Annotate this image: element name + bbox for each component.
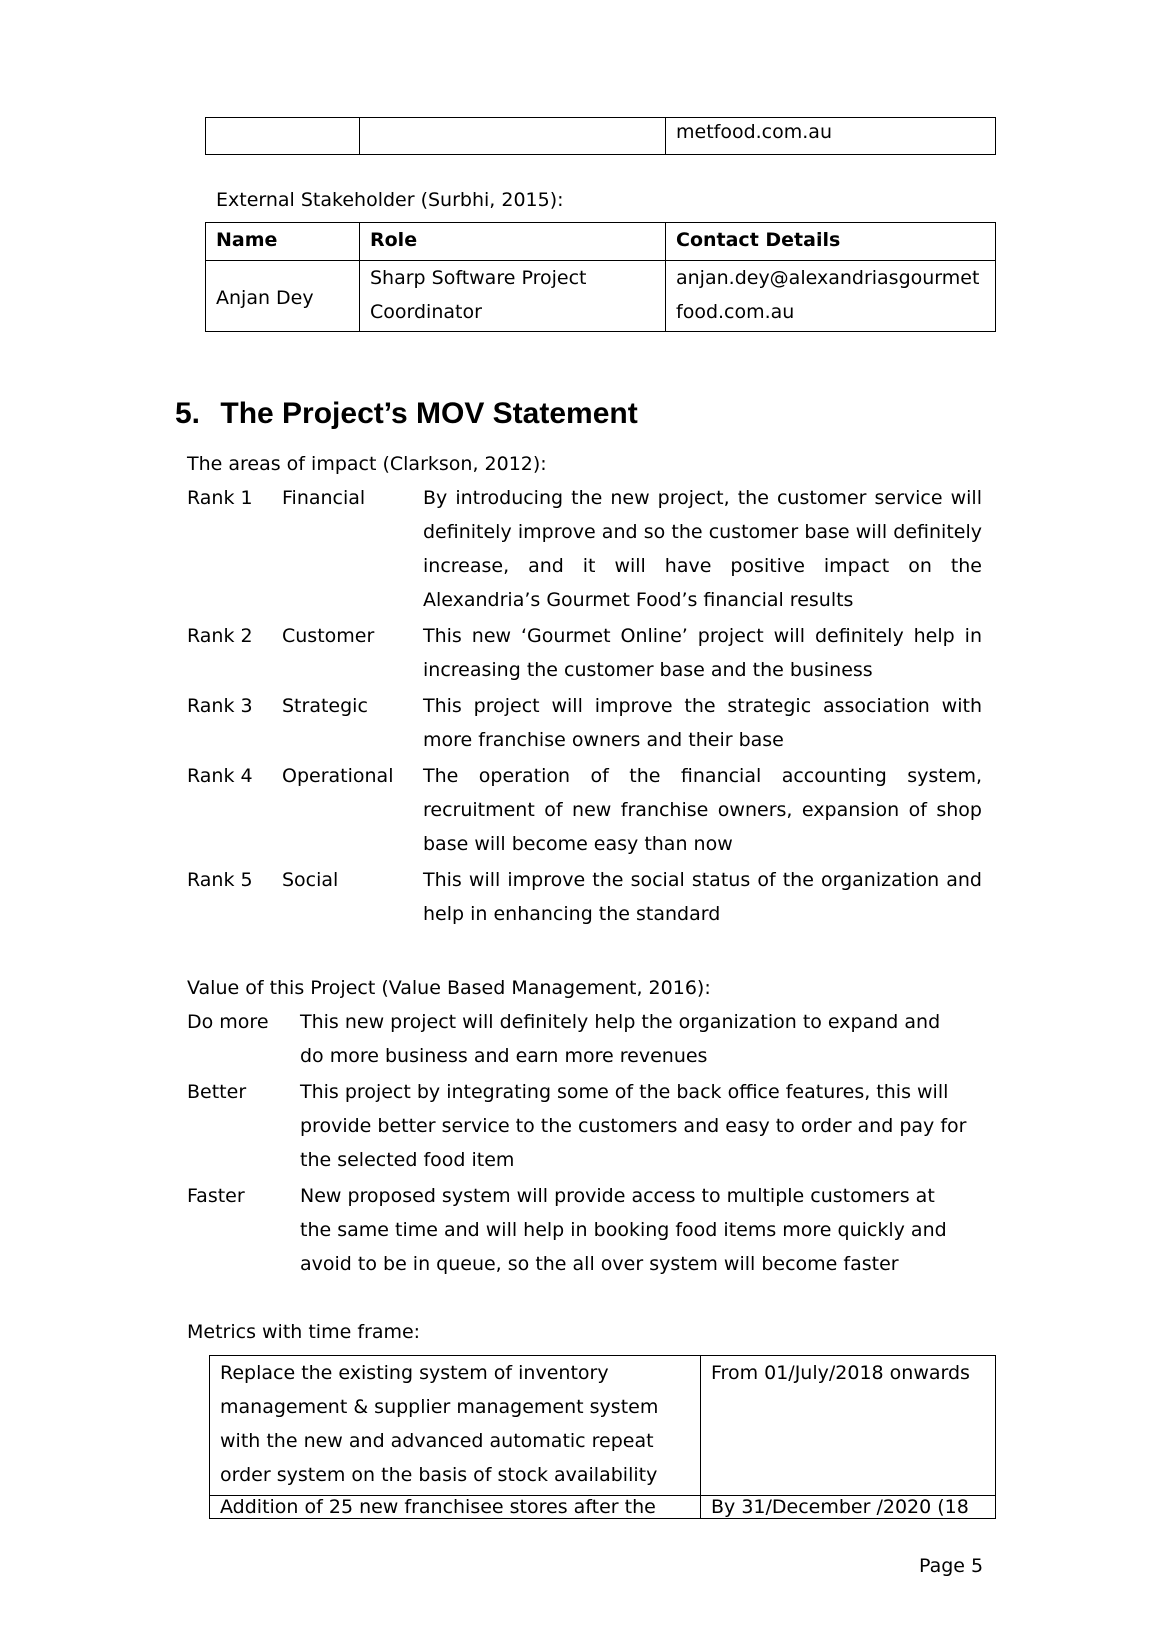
impact-text: The operation of the financial accounting system, recruitment of new franchise owners, expansion of shop base will become easy than now <box>423 765 982 855</box>
column-header-name: Name <box>206 223 360 261</box>
value-list <box>187 1005 987 1283</box>
impact-intro: The areas of impact (Clarkson, 2012): <box>187 453 547 475</box>
list-item <box>187 689 982 759</box>
list-item <box>187 481 982 619</box>
table-row <box>210 1496 996 1519</box>
impact-rank: Rank 4 <box>187 765 253 787</box>
impact-list <box>187 481 982 933</box>
table-header-row <box>206 223 996 261</box>
section-title: The Project’s MOV Statement <box>220 397 638 430</box>
impact-text: This will improve the social status of the organization and help in enhancing the standard <box>423 869 982 925</box>
value-label: Do more <box>187 1011 269 1033</box>
column-header-role: Role <box>360 223 666 261</box>
list-item <box>187 619 982 689</box>
impact-text: This project will improve the strategic association with more franchise owners and their base <box>423 695 982 751</box>
table-row <box>206 261 996 332</box>
impact-area: Social <box>282 869 339 891</box>
section-heading <box>175 397 638 431</box>
column-header-contact: Contact Details <box>666 223 996 261</box>
value-text: New proposed system will provide access to multiple customers at the same time and will help in booking food items more quickly and avoid to be in queue, so the all over system will become faster <box>300 1185 947 1275</box>
value-label: Faster <box>187 1185 245 1207</box>
impact-area: Strategic <box>282 695 368 717</box>
value-text: This new project will definitely help the organization to expand and do more business and earn more revenues <box>300 1011 941 1067</box>
internal-stakeholder-table-continued <box>205 117 996 155</box>
value-label: Better <box>187 1081 247 1103</box>
section-number: 5. <box>175 397 201 430</box>
list-item <box>187 1005 987 1075</box>
table-cell <box>206 118 360 155</box>
impact-rank: Rank 3 <box>187 695 253 717</box>
metrics-intro: Metrics with time frame: <box>187 1321 421 1343</box>
value-text: This project by integrating some of the back office features, this will provide better service to the customers and easy to order and pay for the selected food item <box>300 1081 967 1171</box>
external-stakeholder-caption: External Stakeholder (Surbhi, 2015): <box>216 189 564 211</box>
metric-cell: Replace the existing system of inventory management & supplier management system with the new and advanced automatic repeat order system on the basis of stock availability <box>210 1356 701 1496</box>
impact-area: Operational <box>282 765 394 787</box>
list-item <box>187 863 982 933</box>
table-row <box>206 118 996 155</box>
stakeholder-name: Anjan Dey <box>206 261 360 332</box>
impact-text: This new ‘Gourmet Online’ project will definitely help in increasing the customer base and the business <box>423 625 982 681</box>
page-number: Page 5 <box>919 1555 984 1577</box>
external-stakeholder-table <box>205 222 996 332</box>
impact-area: Financial <box>282 487 366 509</box>
metrics-table <box>209 1355 996 1519</box>
list-item <box>187 1179 987 1283</box>
timeframe-cell: From 01/July/2018 onwards <box>701 1356 996 1496</box>
timeframe-cell: By 31/December /2020 (18 <box>701 1496 996 1519</box>
impact-text: By introducing the new project, the customer service will definitely improve and so the customer base will definitely increase, and it will have positive impact on the Alexandria’s Gourmet Food’s financial results <box>423 487 982 611</box>
impact-rank: Rank 5 <box>187 869 253 891</box>
impact-rank: Rank 1 <box>187 487 253 509</box>
table-cell: metfood.com.au <box>666 118 996 155</box>
table-row <box>210 1356 996 1496</box>
stakeholder-contact: anjan.dey@alexandriasgourmetfood.com.au <box>666 261 996 332</box>
list-item <box>187 759 982 863</box>
stakeholder-role: Sharp Software Project Coordinator <box>360 261 666 332</box>
table-cell <box>360 118 666 155</box>
impact-rank: Rank 2 <box>187 625 253 647</box>
impact-area: Customer <box>282 625 375 647</box>
value-intro: Value of this Project (Value Based Management, 2016): <box>187 977 711 999</box>
metric-cell: Addition of 25 new franchisee stores after the <box>210 1496 701 1519</box>
list-item <box>187 1075 987 1179</box>
